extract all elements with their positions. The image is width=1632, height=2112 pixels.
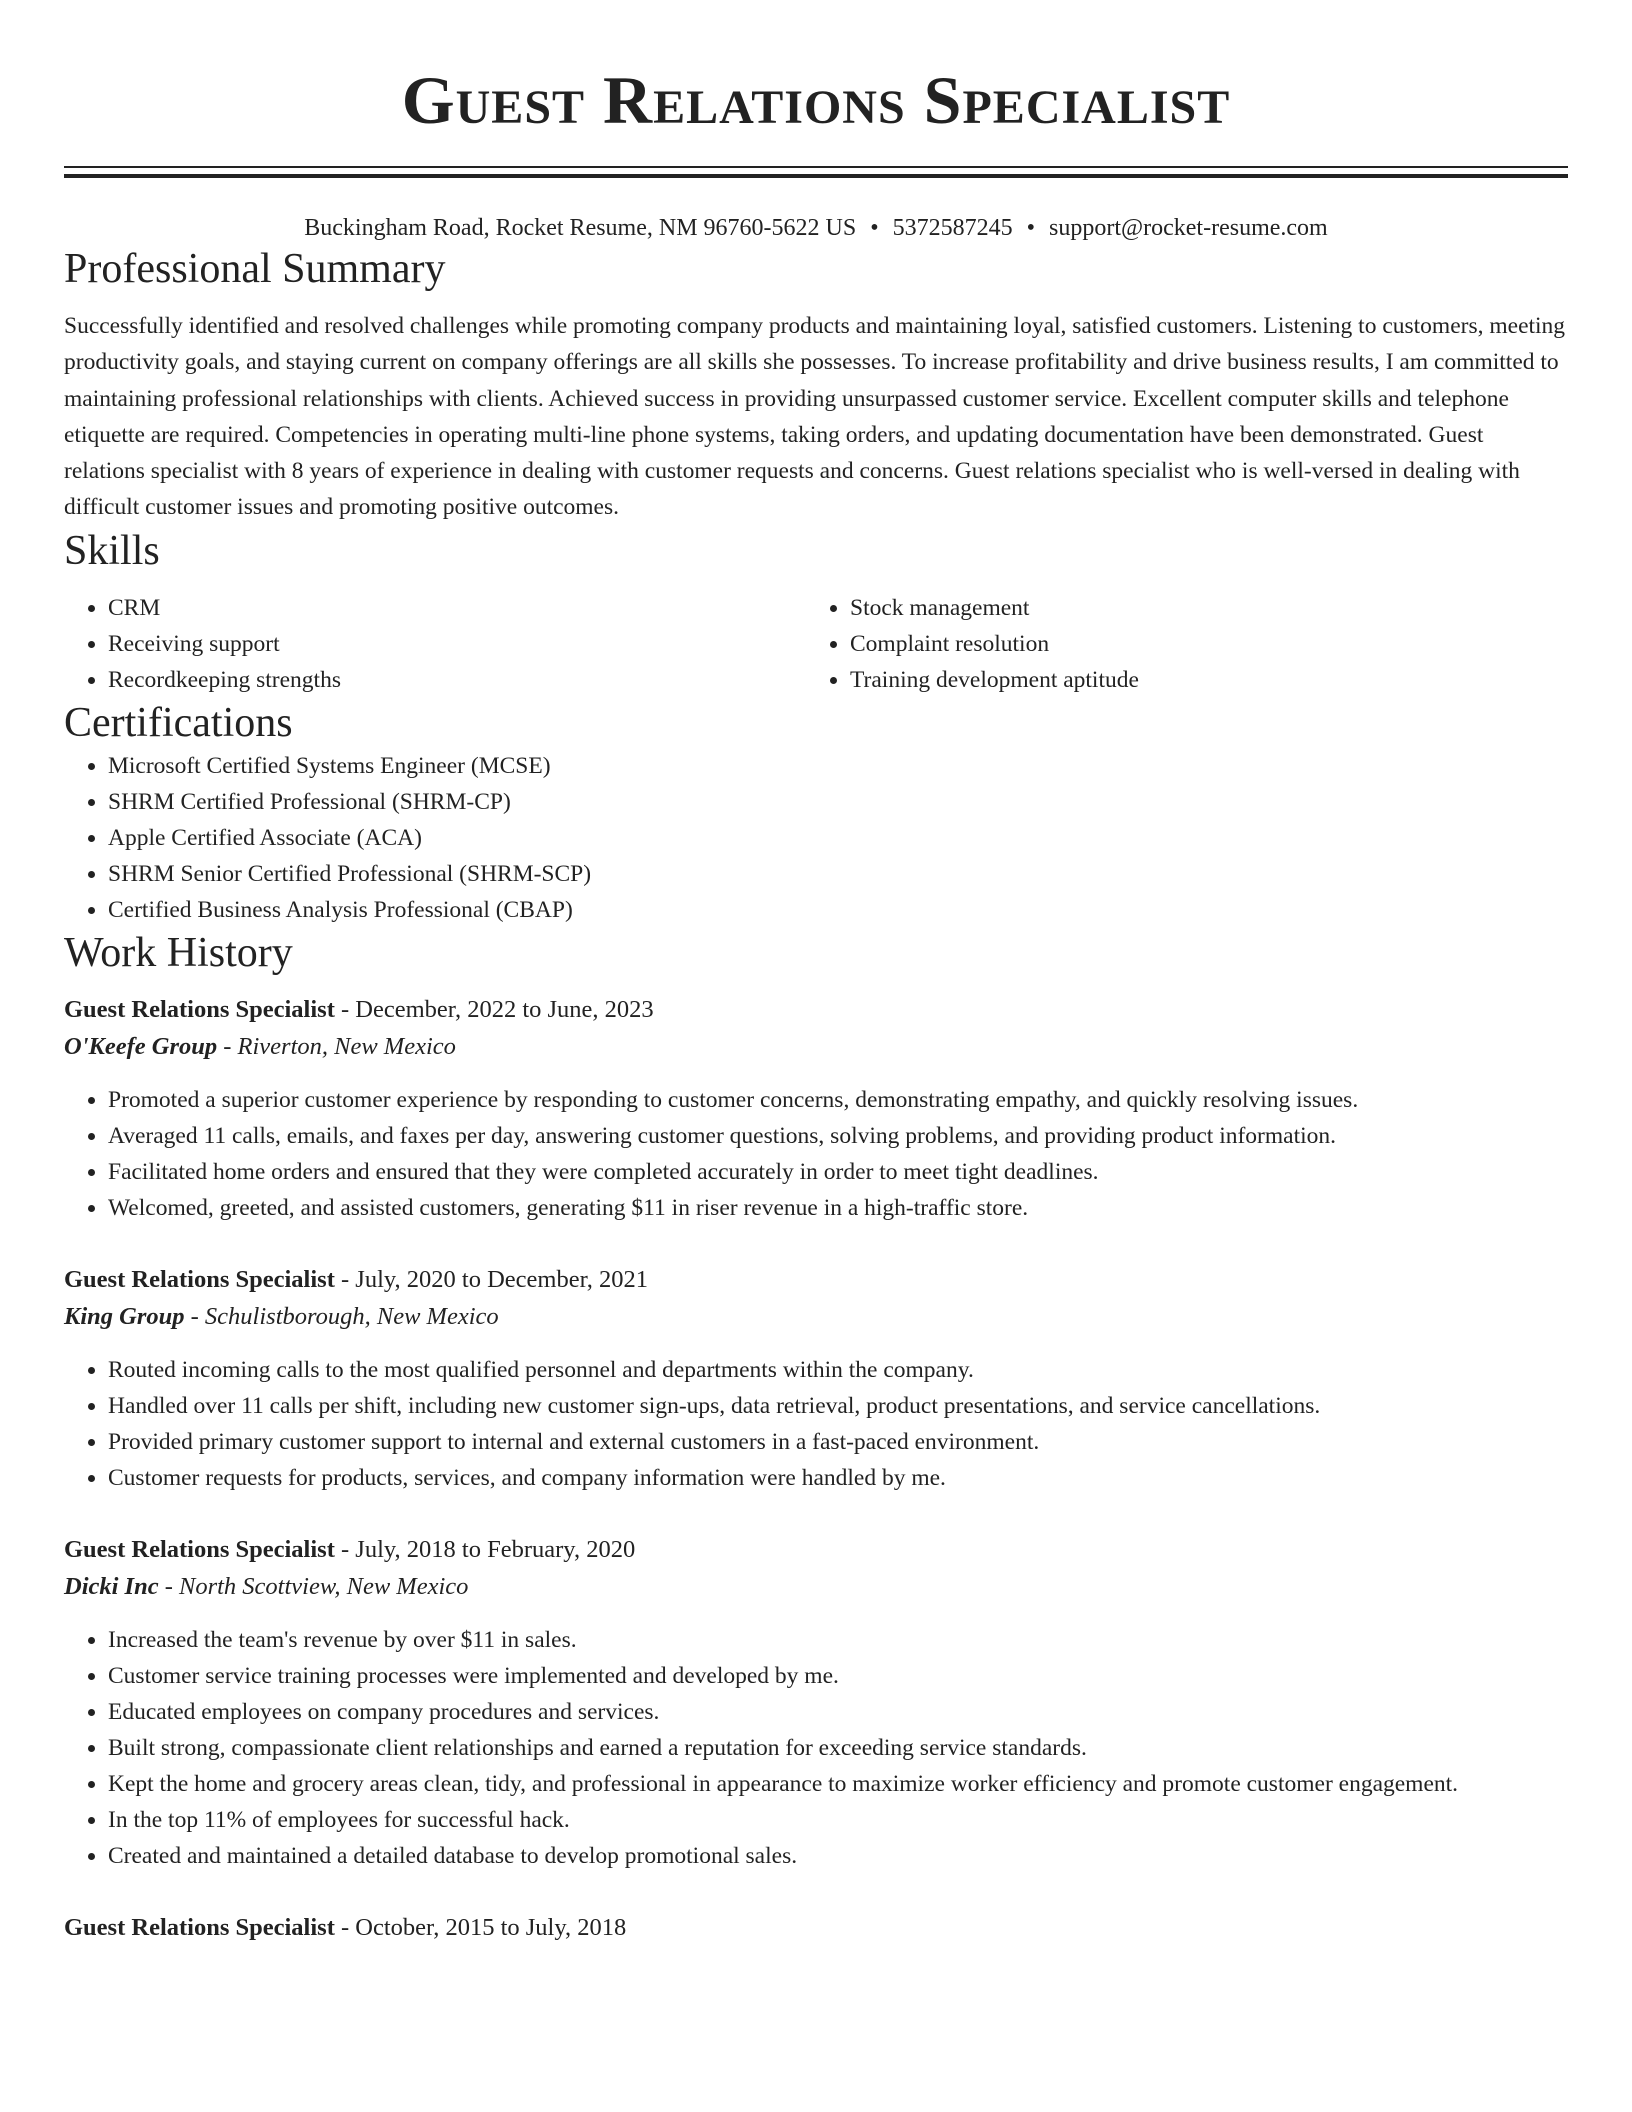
resume-page xyxy=(64,0,1568,1946)
job-bullet: • Welcomed, greeted, and assisted customers, generating $11 in riser revenue in a high-traffic store. xyxy=(108,1190,1568,1226)
contact-line xyxy=(64,212,1568,244)
certifications-heading: Certifications xyxy=(64,699,293,746)
job-bullet: • Averaged 11 calls, emails, and faxes per day, answering customer questions, solving problems, and providing product information. xyxy=(108,1118,1568,1154)
skills-right-list xyxy=(806,590,1548,698)
certifications-list xyxy=(64,748,1568,928)
job-entry xyxy=(64,1910,1568,1946)
contact-email: support@rocket-resume.com xyxy=(1049,215,1328,241)
job-bullet: • Built strong, compassionate client relationships and earned a reputation for exceeding service standards. xyxy=(108,1730,1568,1766)
job-company-line xyxy=(64,1568,1568,1606)
work-history-heading: Work History xyxy=(64,929,293,976)
job-bullets xyxy=(64,1622,1568,1874)
header-rule-thin xyxy=(64,166,1568,168)
resume-name-heading: Guest Relations Specialist xyxy=(401,62,1231,138)
skill-item: • Training development aptitude xyxy=(850,662,1548,698)
job-bullet: • Customer service training processes were implemented and developed by me. xyxy=(108,1658,1568,1694)
job-bullet: • Kept the home and grocery areas clean, tidy, and professional in appearance to maximize worker efficiency and promote customer engagement. xyxy=(108,1766,1568,1802)
skill-item: • Complaint resolution xyxy=(850,626,1548,662)
certification-item: • SHRM Senior Certified Professional (SHRM-SCP) xyxy=(108,856,1568,892)
job-title-line xyxy=(64,1532,1568,1568)
job-dates: - July, 2020 to December, 2021 xyxy=(334,1265,649,1293)
job-bullets xyxy=(64,1082,1568,1226)
skill-item: • Recordkeeping strengths xyxy=(108,662,806,698)
job-company-line xyxy=(64,1028,1568,1066)
job-dates: - December, 2022 to June, 2023 xyxy=(334,995,654,1023)
contact-separator: • xyxy=(870,215,879,241)
job-bullet: • Facilitated home orders and ensured that they were completed accurately in order to meet tight deadlines. xyxy=(108,1154,1568,1190)
certification-item: • Certified Business Analysis Professional (CBAP) xyxy=(108,892,1568,928)
job-bullet: • Created and maintained a detailed database to develop promotional sales. xyxy=(108,1838,1568,1874)
job-bullet: • Educated employees on company procedures and services. xyxy=(108,1694,1568,1730)
job-entry xyxy=(64,1532,1568,1874)
job-dates: - October, 2015 to July, 2018 xyxy=(334,1913,627,1941)
job-title: Guest Relations Specialist xyxy=(64,1535,335,1563)
summary-heading: Professional Summary xyxy=(64,246,446,292)
skills-columns xyxy=(64,590,1568,698)
job-bullet: • Promoted a superior customer experience by responding to customer concerns, demonstrating empathy, and quickly resolving issues. xyxy=(108,1082,1568,1118)
job-title: Guest Relations Specialist xyxy=(64,1265,335,1293)
header-rule-thick xyxy=(64,174,1568,178)
job-bullet: • Increased the team's revenue by over $11 in sales. xyxy=(108,1622,1568,1658)
job-title-line xyxy=(64,992,1568,1028)
skills-heading: Skills xyxy=(64,527,160,574)
certification-item: • SHRM Certified Professional (SHRM-CP) xyxy=(108,784,1568,820)
skill-item: • Stock management xyxy=(850,590,1548,626)
contact-phone: 5372587245 xyxy=(892,215,1013,241)
certification-item: • Apple Certified Associate (ACA) xyxy=(108,820,1568,856)
job-location: - North Scottview, New Mexico xyxy=(158,1572,469,1600)
job-dates: - July, 2018 to February, 2020 xyxy=(334,1535,636,1563)
job-bullet: • Handled over 11 calls per shift, including new customer sign-ups, data retrieval, product presentations, and service cancellations. xyxy=(108,1388,1568,1424)
job-company: O'Keefe Group xyxy=(64,1032,218,1060)
job-title-line xyxy=(64,1262,1568,1298)
job-location: - Schulistborough, New Mexico xyxy=(184,1302,499,1330)
job-title-line xyxy=(64,1910,1568,1946)
skills-left-list xyxy=(64,590,806,698)
job-bullets xyxy=(64,1352,1568,1496)
job-company-line xyxy=(64,1298,1568,1336)
job-company: King Group xyxy=(64,1302,185,1330)
skill-item: • CRM xyxy=(108,590,806,626)
skill-item: • Receiving support xyxy=(108,626,806,662)
certification-item: • Microsoft Certified Systems Engineer (MCSE) xyxy=(108,748,1568,784)
job-title: Guest Relations Specialist xyxy=(64,1913,335,1941)
job-location: - Riverton, New Mexico xyxy=(217,1032,456,1060)
job-title: Guest Relations Specialist xyxy=(64,995,335,1023)
job-bullet: • Provided primary customer support to internal and external customers in a fast-paced environment. xyxy=(108,1424,1568,1460)
job-bullet: • In the top 11% of employees for successful hack. xyxy=(108,1802,1568,1838)
job-bullet: • Routed incoming calls to the most qualified personnel and departments within the company. xyxy=(108,1352,1568,1388)
job-entry xyxy=(64,992,1568,1226)
contact-address: Buckingham Road, Rocket Resume, NM 96760-5622 US xyxy=(304,215,857,241)
job-company: Dicki Inc xyxy=(64,1572,159,1600)
job-bullet: • Customer requests for products, services, and company information were handled by me. xyxy=(108,1460,1568,1496)
job-entry xyxy=(64,1262,1568,1496)
contact-separator: • xyxy=(1026,215,1036,241)
summary-text: Successfully identified and resolved challenges while promoting company products and maintaining loyal, satisfied customers. Listening to customers, meeting productivity goals, and staying current on company offerings are all skills she possesses. To increase profitability and drive business results, I am committed to maintaining professional relationships with clients. Achieved success in providing unsurpassed customer service. Excellent computer skills and telephone etiquette are required. Competencies in operating multi-line phone systems, taking orders, and updating documentation have been demonstrated. Guest relations specialist with 8 years of experience in dealing with customer requests and concerns. Guest relations specialist who is well-versed in dealing with difficult customer issues and promoting positive outcomes. xyxy=(64,313,1566,521)
